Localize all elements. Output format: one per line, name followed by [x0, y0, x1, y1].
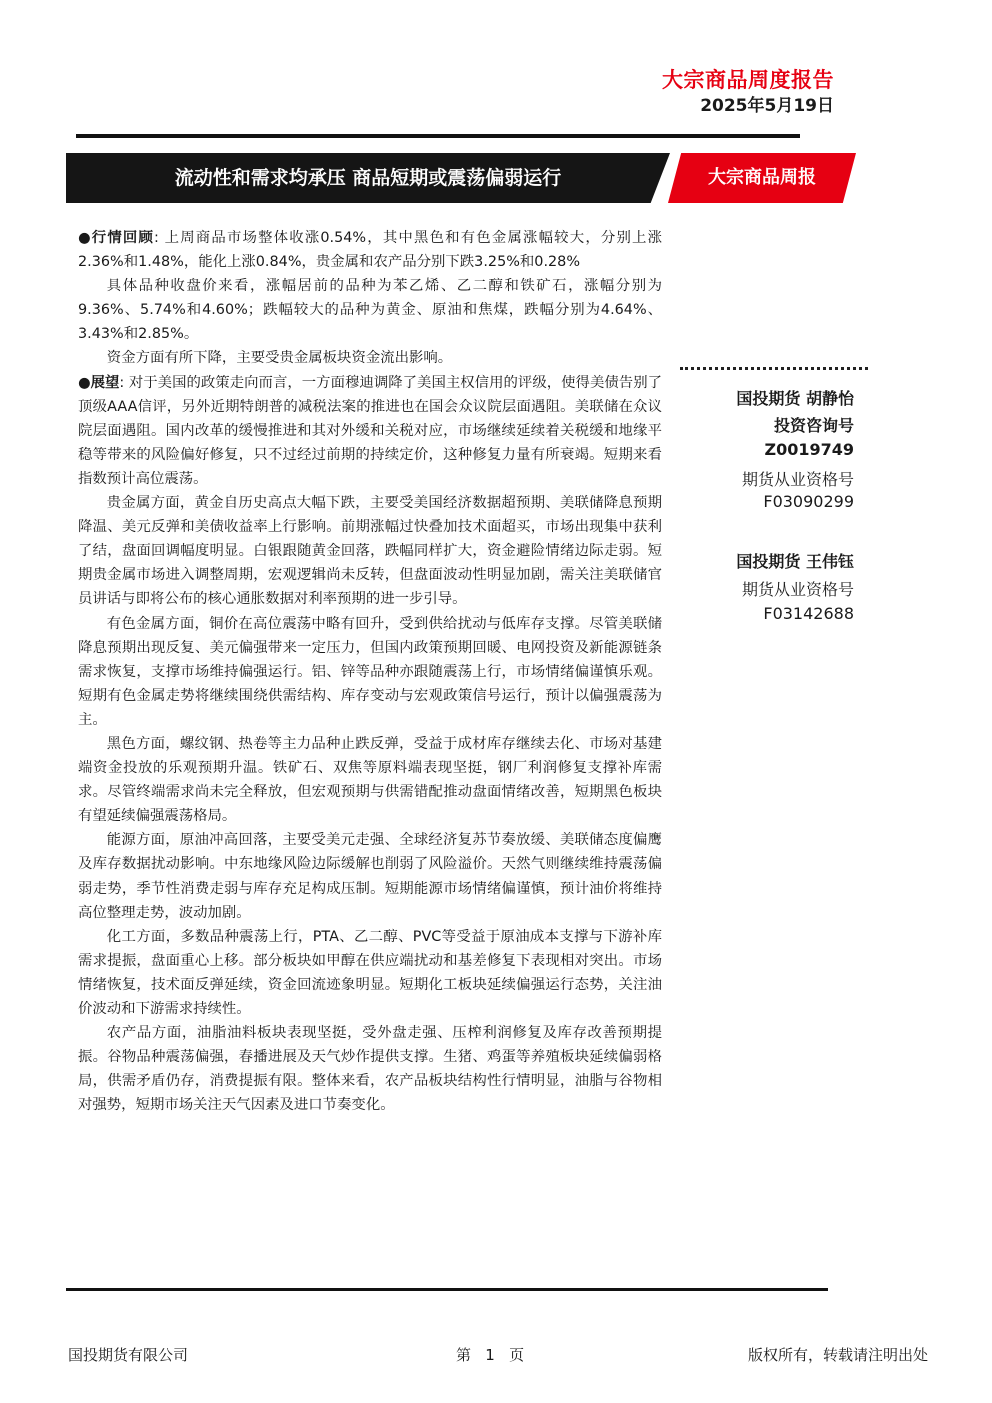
funds-paragraph: 资金方面有所下降，主要受贵金属板块资金流出影响。 — [106, 350, 453, 367]
analyst-1-name: 国投期货 胡静怡 — [736, 389, 854, 408]
market-review-label: ●行情回顾 — [78, 230, 155, 246]
energy-paragraph: 能源方面，原油冲高回落，主要受美元走强、全球经济复苏节奏放缓、美联储态度偏鹰及库存数据扰动影响。中东地缘风险边际缓解也削弱了风险溢价。天然气则继续维持震荡偏弱走势，季节性消费走弱与库存充足构成压制。短期能源市场情绪偏谨慎，预计油价将维持高位整理走势，波动加剧。 — [78, 832, 662, 921]
analyst-2-license-label: 期货从业资格号 — [741, 580, 854, 599]
sidebar-divider — [680, 367, 868, 370]
report-body — [78, 226, 662, 1117]
footer-company: 国投期货有限公司 — [68, 1346, 189, 1364]
varieties-paragraph: 具体品种收盘价来看，涨幅居前的品种为苯乙烯、乙二醇和铁矿石，涨幅分别为9.36%、5.74%和4.60%；跌幅较大的品种为黄金、原油和焦煤，跌幅分别为4.64%、3.43%和2.85%。 — [78, 278, 662, 343]
section-tag-text: 大宗商品周报 — [708, 167, 816, 188]
market-review-text: : 上周商品市场整体收涨0.54%，其中黑色和有色金属涨幅较大，分别上涨2.36%和1.48%，能化上涨0.84%，贵金属和农产品分别下跌3.25%和0.28% — [78, 230, 663, 271]
analyst-1-license-number: F03090299 — [763, 492, 854, 511]
outlook-text: : 对于美国的政策走向而言，一方面穆迪调降了美国主权信用的评级，使得美债告别了顶级AAA信评，另外近期特朗普的减税法案的推进也在国会众议院层面遇阻。美联储在众议院层面遇阻。国内改革的缓慢推进和其对外缓和关税对应，市场继续延续着关税缓和地缘平稳等带来的风险偏好修复，只不过经过前期的持续定价，这种修复力量有所衰竭。短期来看指数预计高位震荡。 — [78, 374, 662, 487]
analyst-2-license-number: F03142688 — [763, 604, 854, 623]
footer-page-number: 第 1 页 — [456, 1346, 525, 1364]
outlook-paragraph — [78, 371, 662, 491]
precious-metals-paragraph: 贵金属方面，黄金自历史高点大幅下跌，主要受美国经济数据超预期、美联储降息预期降温、美元反弹和美债收益率上行影响。前期涨幅过快叠加技术面超买，市场出现集中获利了结，盘面回调幅度明显。白银跟随黄金回落，跌幅同样扩大，资金避险情绪边际走弱。短期贵金属市场进入调整周期，宏观逻辑尚未反转，但盘面波动性明显加剧，需关注美联储官员讲话与即将公布的核心通胀数据对利率预期的进一步引导。 — [78, 495, 662, 608]
footer-copyright: 版权所有，转载请注明出处 — [747, 1346, 928, 1364]
analyst-1-cert-number: Z0019749 — [764, 440, 854, 459]
footer-divider — [66, 1288, 828, 1291]
header-divider — [76, 134, 800, 138]
nonferrous-paragraph: 有色金属方面，铜价在高位震荡中略有回升，受到供给扰动与低库存支撑。尽管美联储降息预期出现反复、美元偏强带来一定压力，但国内政策预期回暖、电网投资及新能源链条需求恢复，支撑市场维持偏强运行。铝、锌等品种亦跟随震荡上行，市场情绪偏谨慎乐观。短期有色金属走势将继续围绕供需结构、库存变动与宏观政策信号运行，预计以偏强震荡为主。 — [78, 615, 662, 728]
report-date: 2025年5月19日 — [700, 96, 834, 116]
agriculture-paragraph: 农产品方面，油脂油料板块表现坚挺，受外盘走强、压榨利润修复及库存改善预期提振。谷物品种震荡偏强，春播进展及天气炒作提供支撑。生猪、鸡蛋等养殖板块延续偏弱格局，供需矛盾仍存，消费提振有限。整体来看，农产品板块结构性行情明显，油脂与谷物相对强势，短期市场关注天气因素及进口节奏变化。 — [78, 1025, 662, 1114]
headline-text: 流动性和需求均承压 商品短期或震荡偏弱运行 — [174, 167, 562, 189]
market-review-paragraph — [78, 226, 662, 274]
analyst-1-cert-label: 投资咨询号 — [773, 416, 854, 435]
report-title: 大宗商品周度报告 — [662, 68, 834, 92]
ferrous-paragraph: 黑色方面，螺纹钢、热卷等主力品种止跌反弹，受益于成材库存继续去化、市场对基建端资金投放的乐观预期升温。铁矿石、双焦等原料端表现坚挺，钢厂利润修复支撑补库需求。尽管终端需求尚未完全释放，但宏观预期与供需错配推动盘面情绪改善，短期黑色板块有望延续偏强震荡格局。 — [78, 735, 662, 825]
analyst-2-name: 国投期货 王伟钰 — [736, 552, 854, 571]
analyst-1-license-label: 期货从业资格号 — [741, 470, 854, 489]
chemical-paragraph: 化工方面，多数品种震荡上行，PTA、乙二醇、PVC等受益于原油成本支撑与下游补库需求提振，盘面重心上移。部分板块如甲醇在供应端扰动和基差修复下表现相对突出。市场情绪恢复，技术面反弹延续，资金回流迹象明显。短期化工板块延续偏强运行态势，关注油价波动和下游需求持续性。 — [78, 928, 662, 1017]
outlook-label: ●展望 — [78, 374, 120, 391]
